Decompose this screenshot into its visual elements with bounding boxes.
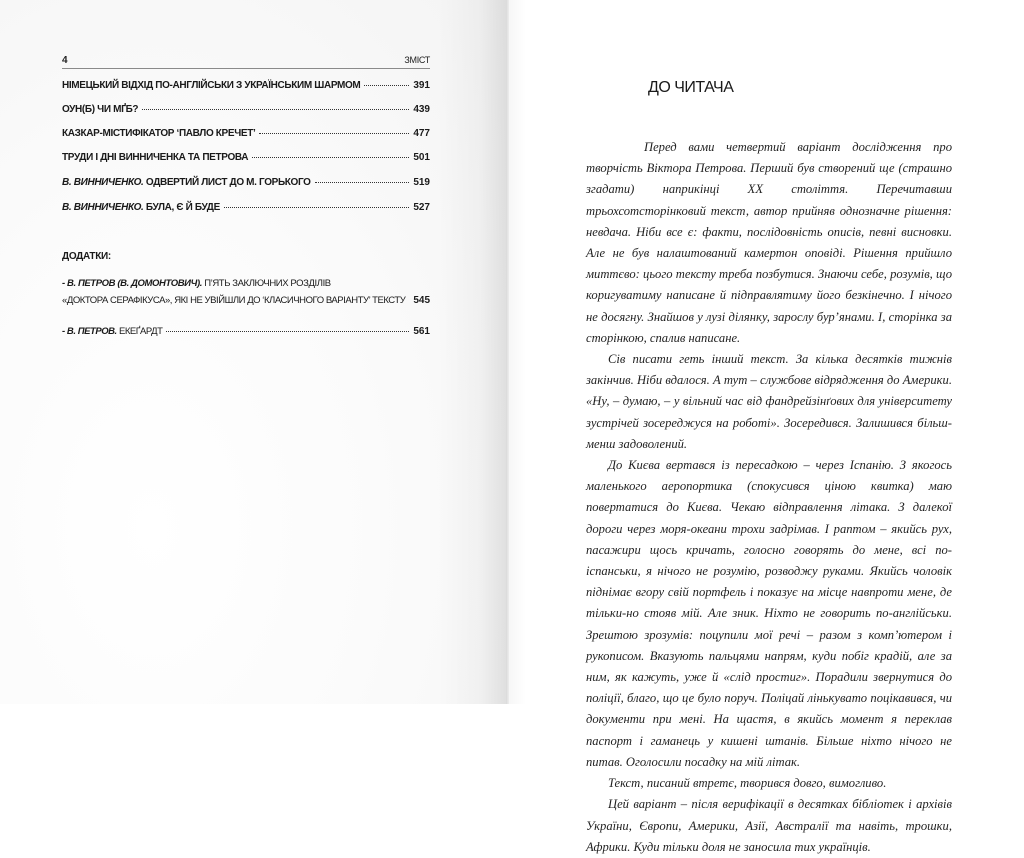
header-rule — [62, 68, 430, 69]
appendix-entry[interactable] — [62, 326, 430, 340]
toc-entry[interactable] — [62, 128, 430, 142]
toc-entry[interactable] — [62, 202, 430, 216]
appendix-entry-title-wrap — [62, 326, 162, 337]
chapter-body — [586, 137, 952, 858]
appendix-entry-line — [62, 278, 331, 289]
toc-entry[interactable] — [62, 80, 430, 94]
toc-leader-dots — [364, 85, 409, 86]
appendix-entry-title-cont: «ДОКТОРА СЕРАФІКУСА», ЯКІ НЕ УВІЙШЛИ ДО ‘КЛАСИЧНОГО ВАРІАНТУ’ ТЕКСТУ — [62, 295, 406, 306]
page-number: 4 — [62, 55, 68, 66]
toc-entry-title: ОУН(Б) ЧИ МҐБ? — [62, 104, 139, 115]
toc-leader-dots — [224, 207, 409, 208]
paragraph: Сів писати геть інший текст. За кілька десятків тижнів закінчив. Ніби вдалося. А тут – службове відрядження до Америки. «Ну, – думаю, – у вільний час від фандрейзінґових для університету зустрічей зосереджуся на роботі». Зосередився. Залишився більш-менш задоволений. — [586, 352, 952, 451]
toc-entry-title: ТРУДИ І ДНІ ВИННИЧЕНКА ТА ПЕТРОВА — [62, 152, 249, 163]
toc-entry-title: БУЛА, Є Й БУДЕ — [145, 202, 220, 213]
toc-entry-title: НІМЕЦЬКИЙ ВІДХІД ПО-АНГЛІЙСЬКИ З УКРАЇНСЬКИМ ШАРМОМ — [62, 80, 361, 91]
appendix-entry-title: ЕКЕҐАРДТ — [118, 326, 163, 337]
toc-entry[interactable] — [62, 152, 430, 166]
toc-entry-title: КАЗКАР-МІСТИФІКАТОР ‘ПАВЛО КРЕЧЕТ’ — [62, 128, 256, 139]
book-gutter — [506, 0, 509, 704]
toc-entry-page: 527 — [413, 202, 430, 213]
appendix-heading: ДОДАТКИ: — [62, 251, 111, 262]
appendix-entry-author: - В. ПЕТРОВ. — [62, 326, 117, 337]
toc-entry-page: 391 — [413, 80, 430, 91]
toc-entry-title: ОДВЕРТИЙ ЛИСТ ДО М. ГОРЬКОГО — [145, 177, 311, 188]
toc-leader-dots — [315, 182, 410, 183]
toc-leader-dots — [142, 109, 409, 110]
running-title: ЗМІСТ — [404, 55, 430, 65]
appendix-entry-author: - В. ПЕТРОВ (В. ДОМОНТОВИЧ). — [62, 278, 202, 289]
chapter-title: ДО ЧИТАЧА — [648, 79, 734, 96]
appendix-entry-page: 561 — [413, 326, 430, 337]
toc-leader-dots — [259, 133, 409, 134]
toc-entry-author: В. ВИННИЧЕНКО. — [62, 202, 144, 213]
paragraph: Текст, писаний втретє, творився довго, вимогливо. — [608, 776, 887, 791]
toc-entry-author: В. ВИННИЧЕНКО. — [62, 177, 144, 188]
toc-entry-page: 501 — [413, 152, 430, 163]
toc-leader-dots — [166, 331, 409, 332]
toc-leader-dots — [252, 157, 409, 158]
toc-entry-title-wrap — [62, 177, 311, 188]
appendix-entry-title: П’ЯТЬ ЗАКЛЮЧНИХ РОЗДІЛІВ — [204, 278, 331, 289]
toc-entry-page: 477 — [413, 128, 430, 139]
toc-entry-page: 519 — [413, 177, 430, 188]
toc-entry[interactable] — [62, 104, 430, 118]
paragraph: Перед вами четвертий варіант дослідження про творчість Віктора Петрова. Перший був створений ще (страшно згадати) наприкінці XX століття. Перечитавши трьохсотсторінковий текст, автор прийняв однозначне рішення: невдача. Ніби все є: факти, послідовність описів, певні висновки. Але не був налаштований камертон оповіді. Рішення прийшло миттєво: цього тексту треба позбутися. Знаючи себе, розумів, що коригуватиму написане й підправлятиму його безкінечно. І нічого не досягну. Знайшов у лузі ділянку, зарослу бур’янами. І, сторінка за сторінкою, спалив написане. — [586, 140, 952, 345]
paragraph: До Києва вертався із пересадкою – через Іспанію. З якогось маленького аеропортика (спокусився ціною квитка) маю повертатися до Києва. Чекаю відправлення літака. З далекої дороги через моря-океани трохи задрімав. І раптом – якийсь рух, пасажири щось кричать, голосно говорять до мене, всі по-іспанськи, я нічого не розумію, розводжу руками. Якийсь чоловік піднімає вгору свій портфель і показує на місце навпроти мене, де тільки-но стояв мій. Але зник. Ніхто не говорить по-англійськи. Зрештою зрозумів: поцупили мої речі – разом з комп’ютером і рукописом. Вказують пальцями напрям, куди побіг крадій, але за ним, як кажуть, уже й «слід простиг». Порадили звернутися до поліції, благо, що це було поруч. Поліцай лінькувато поцікавився, чи документи при мені. На щастя, в якийсь момент я переклав паспорт і гаманець у кишені штанів. Більше ніхто нічого не питав. Оголосили посадку на мій літак. — [586, 458, 952, 769]
left-page — [0, 0, 508, 704]
appendix-entry[interactable] — [62, 295, 430, 309]
toc-entry[interactable] — [62, 177, 430, 191]
paragraph: Цей варіант – після верифікації в десятках бібліотек і архівів України, Європи, Америки, Азії, Австралії та навіть, трошки, Африки. Куди тільки доля не заносила тих українців. — [586, 797, 952, 854]
toc-entry-page: 439 — [413, 104, 430, 115]
appendix-entry-page: 545 — [413, 295, 431, 306]
toc-entry-title-wrap — [62, 202, 220, 213]
